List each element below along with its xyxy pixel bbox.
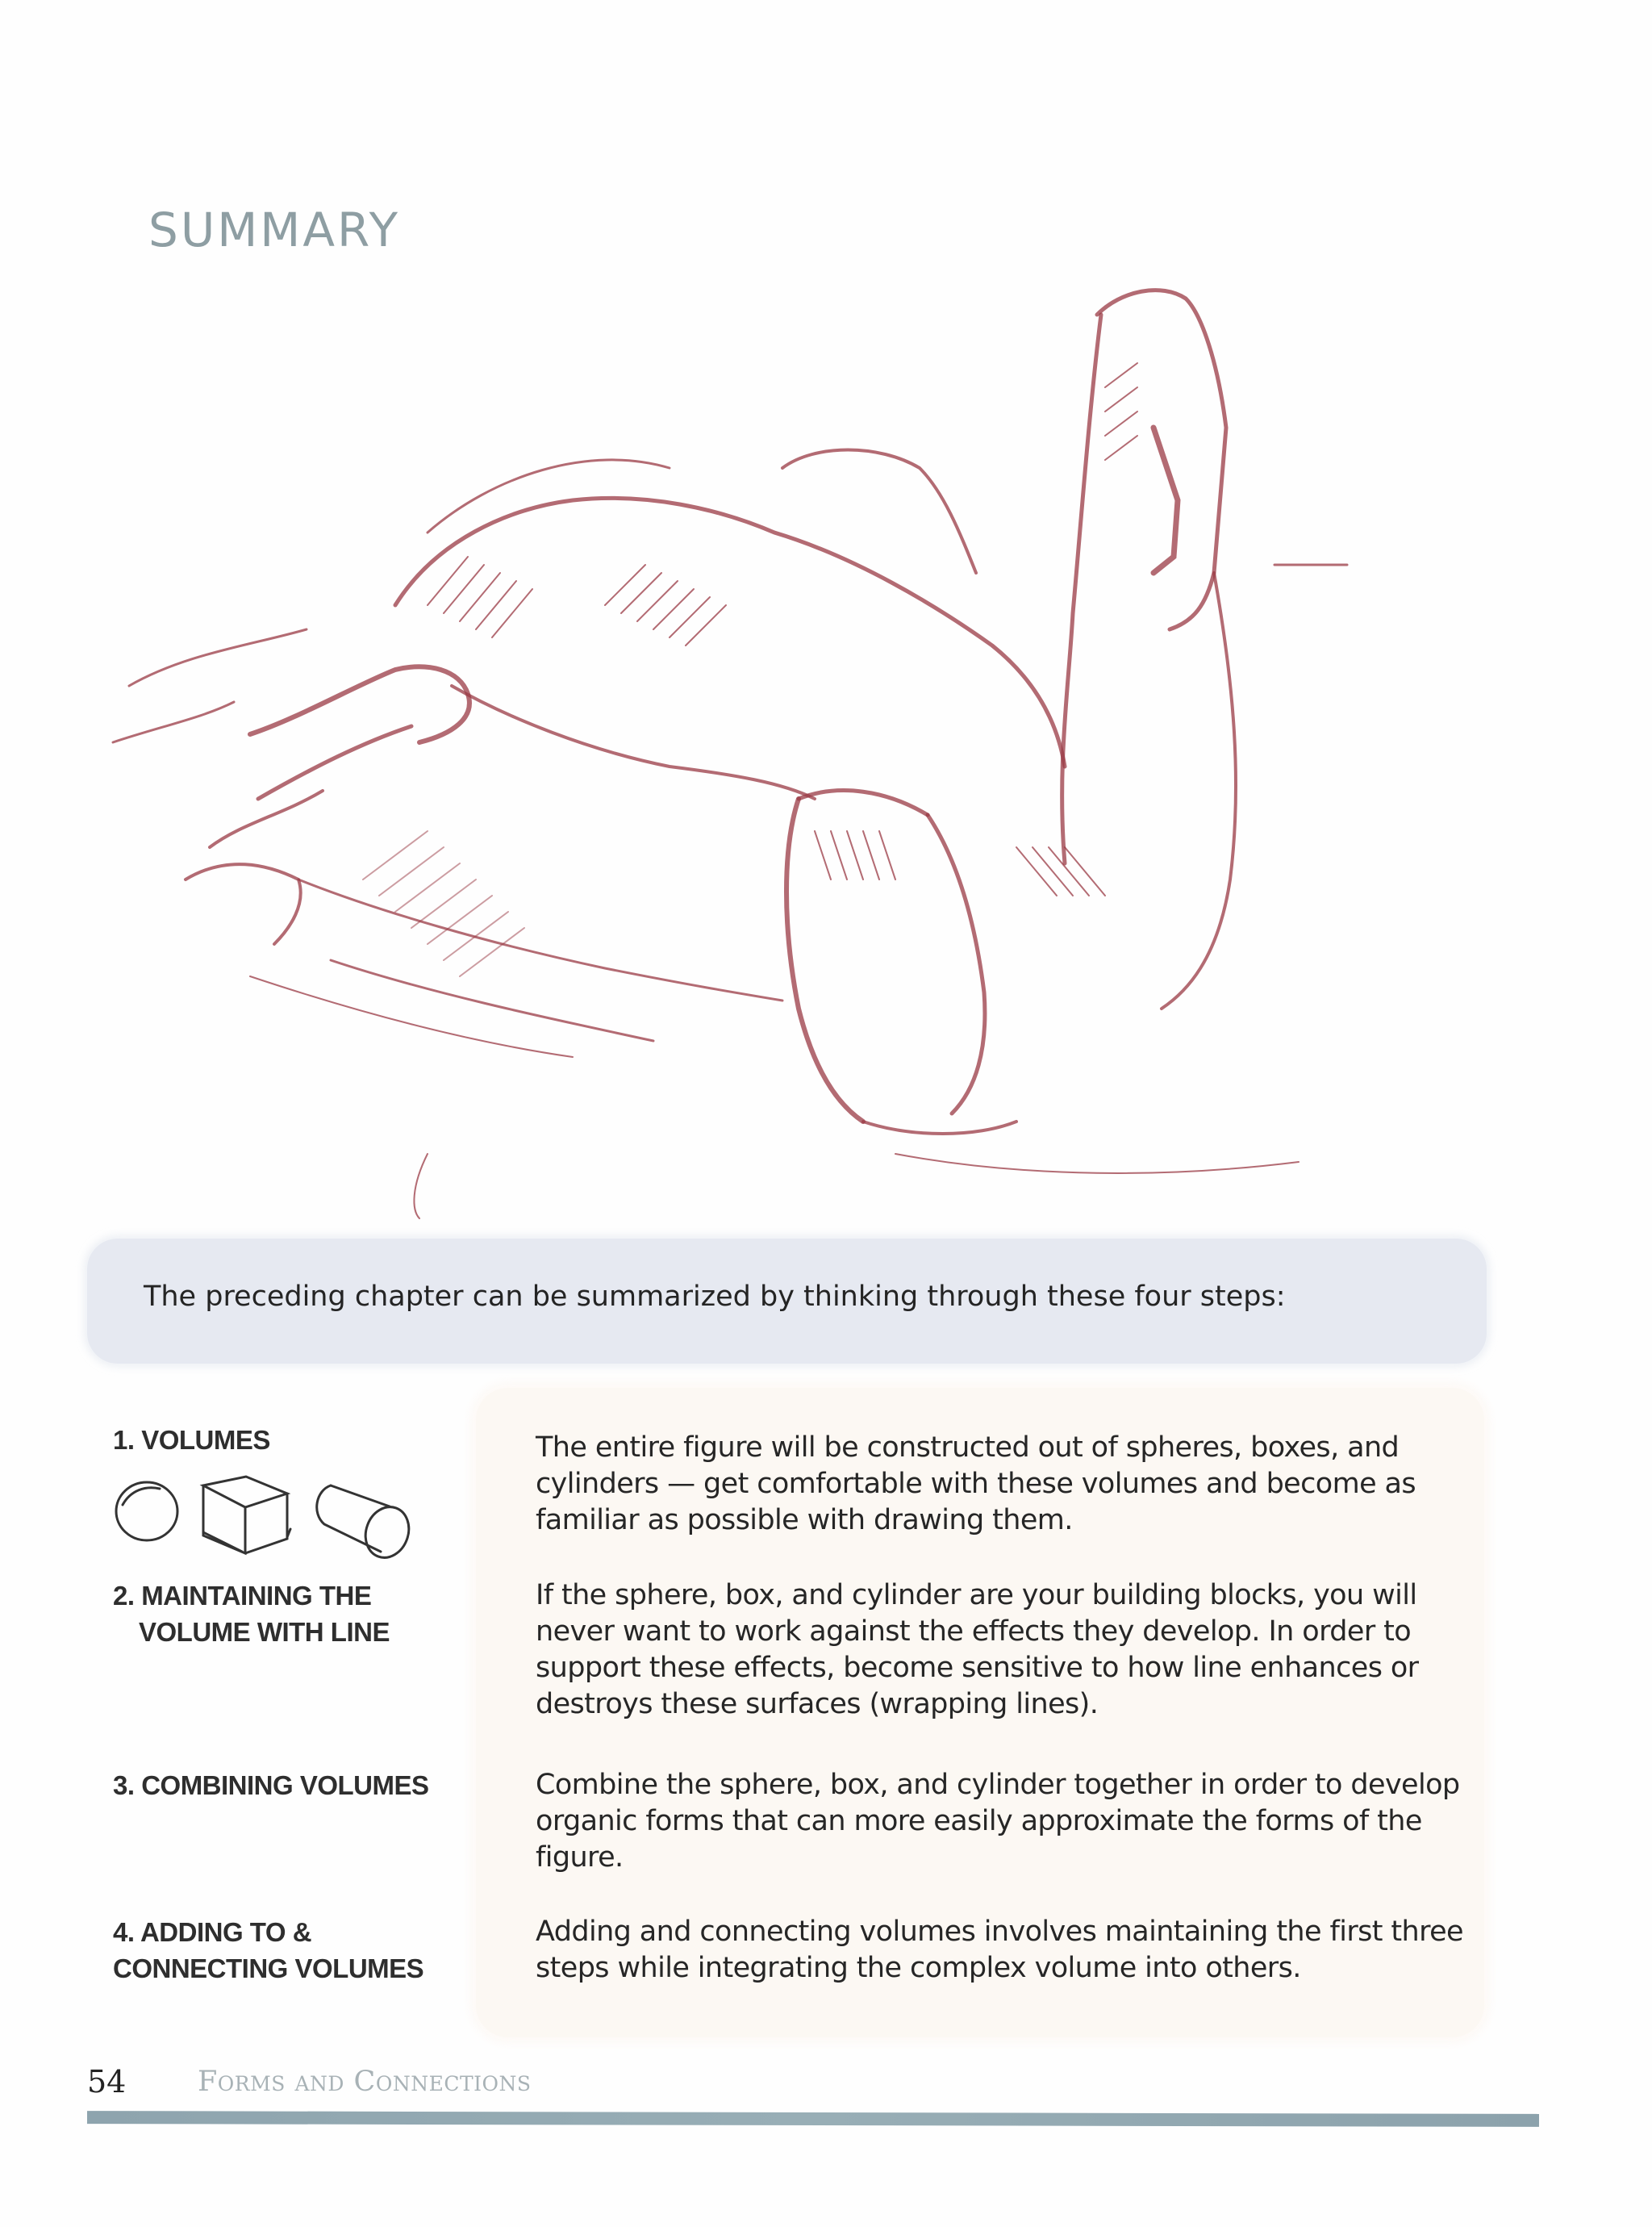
intro-callout	[87, 1239, 1487, 1364]
step-3-description: Combine the sphere, box, and cylinder together in order to develop organic forms that can more easily approximate the forms of the figure.	[536, 1769, 1460, 1874]
footer-rule-divider	[87, 2111, 1539, 2127]
step-4-label-line: 4. ADDING TO &	[113, 1917, 312, 1947]
step-4-label-line: CONNECTING VOLUMES	[113, 1953, 424, 1983]
intro-text: The preceding chapter can be summarized by thinking through these four steps:	[144, 1281, 1286, 1313]
figure-sketch-illustration	[89, 266, 1460, 1226]
step-3-label	[113, 1767, 429, 1803]
step-3-label-line: 3. COMBINING VOLUMES	[113, 1770, 429, 1800]
box-icon	[203, 1477, 290, 1553]
step-1-description: The entire figure will be constructed out of spheres, boxes, and cylinders — get comfortable with these volumes and become as familiar as possible with drawing them.	[536, 1431, 1416, 1536]
step-1-label-line: 1. VOLUMES	[113, 1425, 270, 1455]
cylinder-icon	[317, 1485, 416, 1561]
step-4-description: Adding and connecting volumes involves maintaining the first three steps while integrating the complex volume into others.	[536, 1916, 1463, 1984]
step-4-label	[113, 1914, 423, 1987]
sphere-icon	[116, 1482, 177, 1540]
running-footer-title: Forms and Connections	[198, 2066, 532, 2098]
step-2-description: If the sphere, box, and cylinder are your building blocks, you will never want to work against the effects they develop. In order to support these effects, become sensitive to how line enhances or destroys these surfaces (wrapping lines).	[536, 1579, 1419, 1720]
step-2-label-line: VOLUME WITH LINE	[139, 1617, 390, 1647]
step-2-label	[113, 1577, 390, 1650]
page-title: SUMMARY	[148, 202, 401, 257]
step-2-label-line: 2. MAINTAINING THE	[113, 1581, 372, 1611]
volumes-icons	[113, 1473, 419, 1561]
step-1-label	[113, 1422, 270, 1458]
page-number: 54	[87, 2064, 127, 2100]
